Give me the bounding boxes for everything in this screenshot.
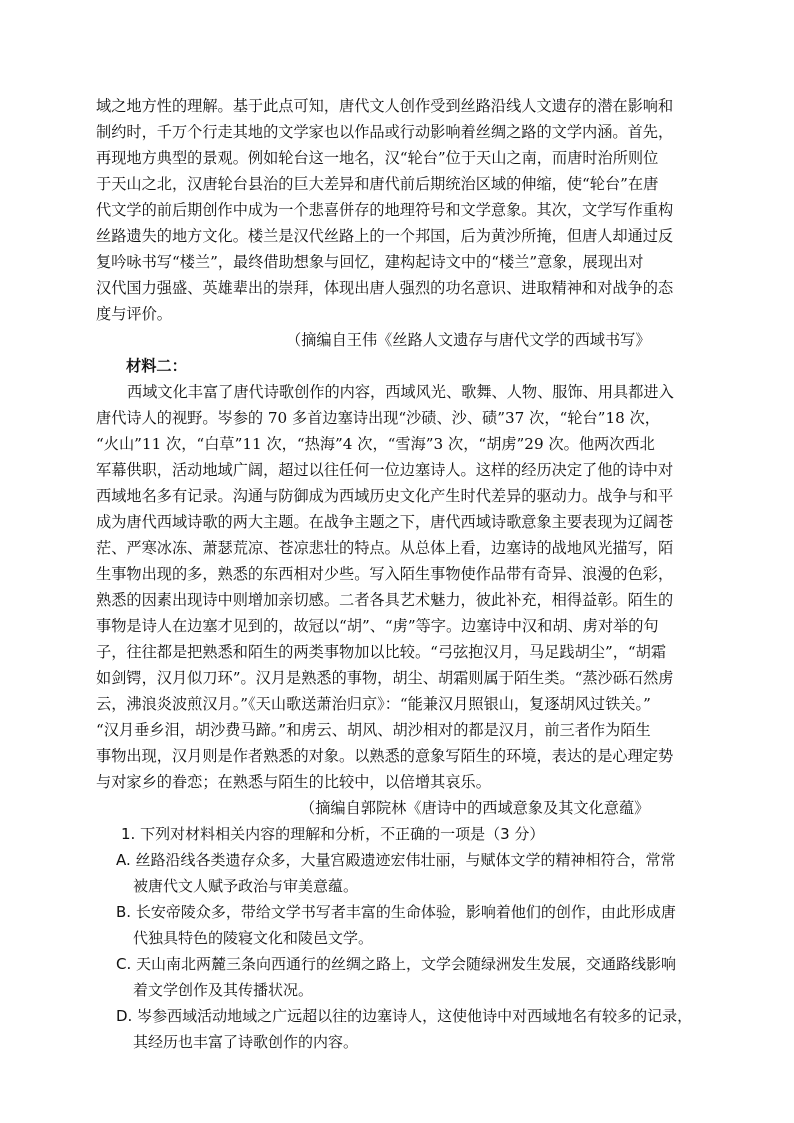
body-line: 西域地名多有记录。沟通与防御成为西域历史文化产生时代差异的驱动力。战争与和平 xyxy=(96,487,674,505)
body-line: 丝路遗失的地方文化。楼兰是汉代丝路上的一个邦国，后为黄沙所掩，但唐人却通过反 xyxy=(96,227,674,245)
body-line: 制约时，千万个行走其地的文学家也以作品或行动影响着丝绸之路的文学内涵。首先， xyxy=(96,123,674,141)
option-b-cont: 代独具特色的陵寝文化和陵邑文学。 xyxy=(133,929,374,947)
source-citation: （摘编自郭院林《唐诗中的西域意象及其文化意蕴》 xyxy=(300,799,650,817)
body-line: 度与评价。 xyxy=(96,305,172,323)
body-line: 茫、严寒冰冻、萧瑟荒凉、苍凉悲壮的特点。从总体上看，边塞诗的战地风光描写，陌 xyxy=(96,539,674,557)
section-heading: 材料二： xyxy=(126,357,187,375)
body-line: 事物是诗人在边塞才见到的，故冠以“胡”、“虏”等字。边塞诗中汉和胡、虏对举的句 xyxy=(96,617,659,635)
option-d: D. 岑参西域活动地域之广远超以往的边塞诗人，这使他诗中对西域地名有较多的记录， xyxy=(116,1007,693,1025)
body-line: 于天山之北，汉唐轮台县治的巨大差异和唐代前后期统治区域的伸缩，使“轮台”在唐 xyxy=(96,175,659,193)
body-line: 熟悉的因素出现诗中则增加亲切感。二者各具艺术魅力，彼此补充，相得益彰。陌生的 xyxy=(96,591,674,609)
body-line: 与对家乡的眷恋；在熟悉与陌生的比较中，以倍增其哀乐。 xyxy=(96,773,491,791)
option-a-cont: 被唐代文人赋予政治与审美意蕴。 xyxy=(133,877,359,895)
option-d-cont: 其经历也丰富了诗歌创作的内容。 xyxy=(133,1033,359,1051)
option-a: A. 丝路沿线各类遗存众多，大量宫殿遗迹宏伟壮丽，与赋体文学的精神相符合，常常 xyxy=(116,851,676,869)
body-line: 汉代国力强盛、英雄辈出的崇拜，体现出唐人强烈的功名意识、进取精神和对战争的态 xyxy=(96,279,674,297)
body-line: 事物出现，汉月则是作者熟悉的对象。以熟悉的意象写陌生的环境，表达的是心理定势 xyxy=(96,747,674,765)
body-line: 生事物出现的多，熟悉的东西相对少些。写入陌生事物使作品带有奇异、浪漫的色彩， xyxy=(96,565,674,583)
source-citation: （摘编自王伟《丝路人文遗存与唐代文学的西域书写》 xyxy=(286,331,651,349)
body-line: “汉月垂乡泪，胡沙费马蹄。”和虏云、胡风、胡沙相对的都是汉月，前三者作为陌生 xyxy=(96,721,651,739)
body-line: “火山”11 次，“白草”11 次，“热海”4 次，“雪海”3 次，“胡虏”29 次。他两次西北 xyxy=(96,435,655,453)
option-c: C. 天山南北两麓三条向西通行的丝绸之路上，文学会随绿洲发生发展，交通路线影响 xyxy=(116,955,677,973)
body-line: 域之地方性的理解。基于此点可知，唐代文人创作受到丝路沿线人文遗存的潜在影响和 xyxy=(96,97,674,115)
option-b: B. 长安帝陵众多，带给文学书写者丰富的生命体验，影响着他们的创作，由此形成唐 xyxy=(116,903,676,921)
option-c-cont: 着文学创作及其传播状况。 xyxy=(133,981,314,999)
body-line: 成为唐代西域诗歌的两大主题。在战争主题之下，唐代西域诗歌意象主要表现为辽阔苍 xyxy=(96,513,674,531)
body-line: 子，往往都是把熟悉和陌生的两类事物加以比较。“弓弦抱汉月，马足践胡尘”，“胡霜 xyxy=(96,643,667,661)
body-line: 军幕供职，活动地域广阔，超过以往任何一位边塞诗人。这样的经历决定了他的诗中对 xyxy=(96,461,674,479)
body-line: 代文学的前后期创作中成为一个悲喜併存的地理符号和文学意象。其次，文学写作重构 xyxy=(96,201,674,219)
body-line: 西域文化丰富了唐代诗歌创作的内容，西域风光、歌舞、人物、服饰、用具都进入 xyxy=(127,383,674,401)
body-line: 唐代诗人的视野。岑参的 70 多首边塞诗出现“沙碛、沙、碛”37 次，“轮台”18 次， xyxy=(96,409,660,427)
body-line: 如剑锷，汉月似刀环”。汉月是熟悉的事物，胡尘、胡霜则属于陌生类。“蒸沙砾石然虏 xyxy=(96,669,674,687)
body-line: 云，沸浪炎波煎汉月。”《天山歌送萧治归京》：“能兼汉月照银山，复逐胡风过铁关。” xyxy=(96,695,651,713)
question-stem: 1. 下列对材料相关内容的理解和分析，不正确的一项是（3 分） xyxy=(121,825,545,843)
body-line: 再现地方典型的景观。例如轮台这一地名，汉“轮台”位于天山之南，而唐时治所则位 xyxy=(96,149,659,167)
body-line: 复吟咏书写“楼兰”，最终借助想象与回忆，建构起诗文中的“楼兰”意象，展现出对 xyxy=(96,253,644,271)
